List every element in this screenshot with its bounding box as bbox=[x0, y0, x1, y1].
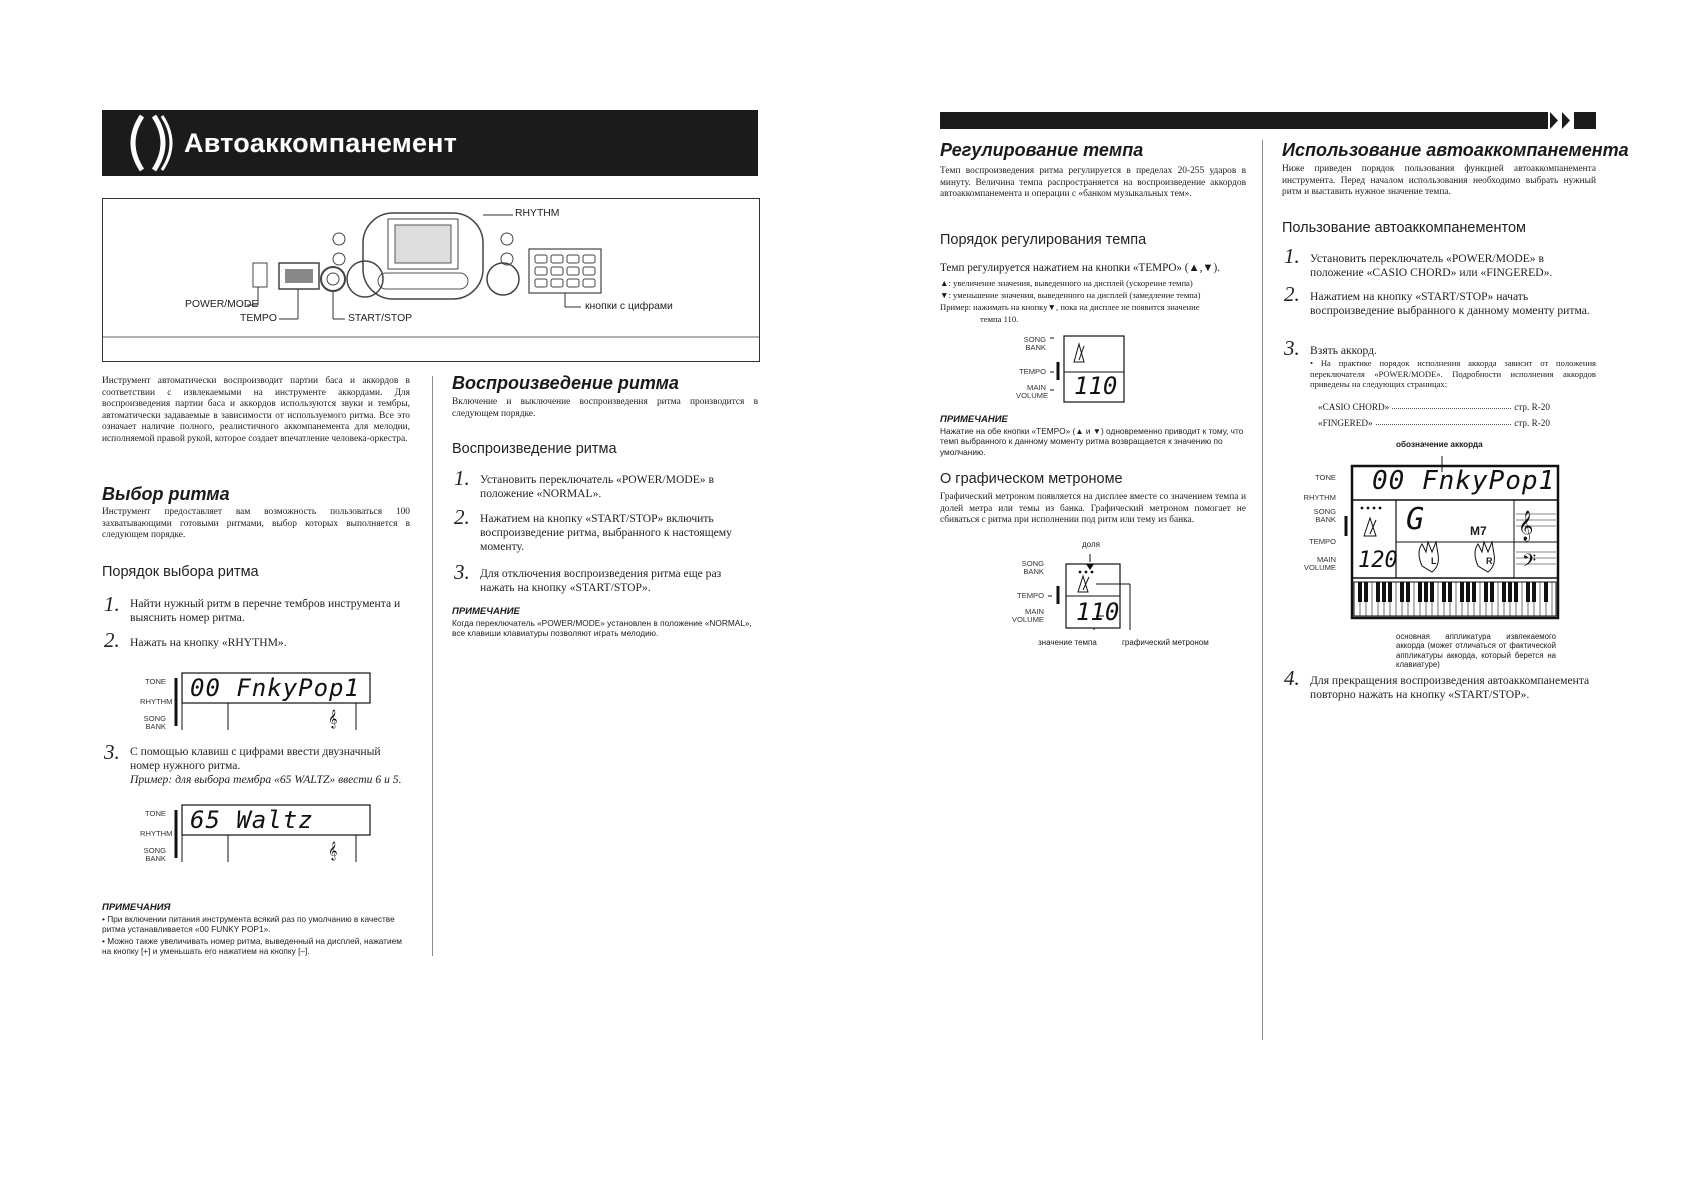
lcd-label-song-bank: SONG BANK bbox=[143, 714, 166, 731]
step-number: 2. bbox=[1284, 282, 1300, 306]
tempo-line-4: Пример: нажимать на кнопку▼, пока на дисплее не появится значение bbox=[940, 302, 1200, 312]
rhythm-play-subtitle: Воспроизведение ритма bbox=[452, 441, 617, 457]
note-title: ПРИМЕЧАНИЕ bbox=[452, 606, 520, 617]
ref-row bbox=[1318, 402, 1550, 412]
number-buttons-label: кнопки с цифрами bbox=[585, 301, 673, 312]
tempo-note-title: ПРИМЕЧАНИЕ bbox=[940, 414, 1008, 425]
note-text: Можно также увеличивать номер ритма, выведенный на дисплей, нажатием на кнопку [+] и уменьшать его нажатием на кнопку [–]. bbox=[102, 936, 402, 957]
step-text: Для отключения воспроизведения ритма еще раз нажать на кнопку «START/STOP». bbox=[480, 567, 722, 594]
ref-row bbox=[1318, 418, 1550, 428]
step-number: 3. bbox=[454, 560, 470, 584]
tempo-line-3: ▼: уменьшение значения, выведенного на дисплей (замедление темпа) bbox=[940, 290, 1201, 300]
ref-name: «FINGERED» bbox=[1318, 418, 1373, 428]
chord-label: обозначение аккорда bbox=[1396, 440, 1483, 449]
svg-text:𝄢: 𝄢 bbox=[1522, 551, 1537, 576]
tempo-title: Регулирование темпа bbox=[940, 140, 1144, 160]
step-number: 3. bbox=[104, 740, 120, 764]
lcd-label-tempo: TEMPO bbox=[1308, 537, 1336, 546]
hand-left-label: L bbox=[1431, 556, 1437, 566]
note-text: Когда переключатель «POWER/MODE» установлен в положение «NORMAL», все клавиши клавиатуры позволяют играть мелодию. bbox=[452, 618, 752, 639]
step-text: Нажатием на кнопку «START/STOP» включить воспроизведение ритма, выбранного к настоящему моменту. bbox=[480, 512, 732, 553]
tempo-line-5: темпа 110. bbox=[980, 314, 1019, 324]
note-text: При включении питания инструмента всякий раз по умолчанию в качестве ритма устанавливается «00 FUNKY POP1». bbox=[102, 914, 395, 935]
lcd-label-tone: TONE bbox=[145, 809, 166, 818]
lcd-label-main-volume: MAIN VOLUME bbox=[1016, 383, 1049, 400]
ref-page: стр. R-20 bbox=[1514, 418, 1550, 428]
tempo-subtitle: Порядок регулирования темпа bbox=[940, 232, 1147, 248]
lcd-tempo-value: 110 bbox=[1076, 598, 1120, 626]
lcd-display-waltz bbox=[140, 804, 372, 864]
lcd-label-rhythm: RHYTHM bbox=[140, 829, 173, 838]
lcd-text: 65 Waltz bbox=[190, 806, 314, 834]
lcd-display-rhythm bbox=[140, 672, 372, 732]
step-number: 1. bbox=[104, 592, 120, 616]
lcd-text: 00 FnkyPop1 bbox=[190, 674, 360, 702]
arrow-marks-icon bbox=[1548, 110, 1596, 131]
lcd-label-song-bank: SONG BANK bbox=[1023, 335, 1046, 352]
step-example: Пример: для выбора тембра «65 WALTZ» ввести 6 и 5. bbox=[130, 773, 402, 786]
accomp-title: Использование автоаккомпанемента bbox=[1282, 140, 1629, 160]
ref-name: «CASIO CHORD» bbox=[1318, 402, 1390, 412]
metronome-title: О графическом метрономе bbox=[940, 471, 1123, 487]
lcd-label-rhythm: RHYTHM bbox=[1303, 493, 1336, 502]
right-title-bar bbox=[940, 112, 1596, 129]
tempo-line-1: Темп регулируется нажатием на кнопки «TEMPO» (▲,▼). bbox=[940, 262, 1220, 274]
lcd-label-song-bank: SONG BANK bbox=[143, 846, 166, 863]
lcd-label-tempo: TEMPO bbox=[1018, 367, 1046, 376]
lcd-tempo-value: 110 bbox=[1074, 372, 1118, 400]
step3-note: • На практике порядок исполнения аккорда зависит от положения переключателя «POWER/MODE». Подробности исполнения аккордов приведены на следующих страницах: bbox=[1310, 358, 1596, 390]
tempo-label: TEMPO bbox=[240, 313, 277, 324]
tempo-line-2: ▲: увеличение значения, выведенного на дисплей (ускорение темпа) bbox=[940, 278, 1193, 288]
lcd-label-rhythm: RHYTHM bbox=[140, 697, 173, 706]
step-number: 3. bbox=[1284, 336, 1300, 360]
step-text: Нажать на кнопку «RHYTHM». bbox=[130, 636, 287, 649]
rhythm-label: RHYTHM bbox=[515, 208, 560, 219]
tempo-text: Темп воспроизведения ритма регулируется в пределах 20-255 ударов в минуту. Величина темпа распространяется на воспроизведение аккордов автоаккомпанемента и операции с «банком музыкальных тем». bbox=[940, 166, 1246, 200]
lcd-chord-root: G bbox=[1406, 502, 1425, 537]
rhythm-select-text: Инструмент предоставляет вам возможность пользоваться 100 захватывающими готовыми ритмами, выбор которых выполняется в следующем порядке. bbox=[102, 507, 410, 541]
step-text: Взять аккорд. bbox=[1310, 344, 1377, 357]
fingering-caption: основная аппликатура извлекаемого аккорда (может отличаться от фактической аппликатуры аккорда, который берется на клавиатуре) bbox=[1396, 632, 1556, 670]
rhythm-select-subtitle: Порядок выбора ритма bbox=[102, 564, 259, 580]
tempo-note-text: Нажатие на обе кнопки «TEMPO» (▲ и ▼) одновременно приводит к тому, что темп выбранного к данному моменту ритма возвращается к значению по умолчанию. bbox=[940, 426, 1244, 457]
step-number: 1. bbox=[454, 466, 470, 490]
svg-text:𝄞: 𝄞 bbox=[328, 709, 338, 728]
keyboard-illustration bbox=[103, 199, 759, 361]
column-divider bbox=[1262, 140, 1263, 1040]
notes-title: ПРИМЕЧАНИЯ bbox=[102, 902, 171, 913]
metronome-label: графический метроном bbox=[1122, 638, 1209, 647]
step-text: Нажатием на кнопку «START/STOP» начать воспроизведение выбранного к данному моменту ритма. bbox=[1310, 290, 1590, 317]
page-title: Автоаккомпанемент bbox=[184, 128, 458, 158]
step-text: Установить переключатель «POWER/MODE» в положение «NORMAL». bbox=[480, 473, 714, 500]
step-text: С помощью клавиш с цифрами ввести двузначный номер нужного ритма. bbox=[130, 745, 381, 772]
ref-page: стр. R-20 bbox=[1514, 402, 1550, 412]
column-divider bbox=[432, 376, 433, 956]
step-number: 2. bbox=[454, 505, 470, 529]
lcd-label-tone: TONE bbox=[1315, 473, 1336, 482]
lcd-chord-type: M7 bbox=[1470, 524, 1487, 538]
lcd-tempo-value: 120 bbox=[1358, 548, 1398, 573]
accomp-subtitle: Пользование автоаккомпанементом bbox=[1282, 220, 1527, 236]
keyboard-diagram bbox=[102, 198, 760, 362]
svg-text:𝄞: 𝄞 bbox=[1518, 511, 1534, 541]
lcd-label-tone: TONE bbox=[145, 677, 166, 686]
start-stop-label: START/STOP bbox=[348, 313, 413, 324]
beat-label: доля bbox=[1082, 540, 1100, 549]
lcd-display-chord bbox=[1300, 456, 1562, 624]
power-mode-label: POWER/MODE bbox=[185, 299, 259, 310]
tempo-value-label: значение темпа bbox=[1038, 638, 1097, 647]
step-number: 4. bbox=[1284, 666, 1300, 690]
rhythm-play-text: Включение и выключение воспроизведения ритма производится в следующем порядке. bbox=[452, 397, 758, 419]
lcd-display-tempo bbox=[1016, 334, 1126, 404]
accomp-text: Ниже приведен порядок пользования функцией автоаккомпанемента инструмента. Перед началом использования необходимо выбрать нужный ритм и выставить нужное значение темпа. bbox=[1282, 164, 1596, 198]
rhythm-play-title: Воспроизведение ритма bbox=[452, 373, 679, 393]
step-text: Установить переключатель «POWER/MODE» в положение «CASIO CHORD» или «FINGERED». bbox=[1310, 252, 1553, 279]
note-item: • При включении питания инструмента всякий раз по умолчанию в качестве ритма устанавливается «00 FUNKY POP1». bbox=[102, 914, 395, 935]
step-number: 2. bbox=[104, 628, 120, 652]
parenthesis-logo-icon bbox=[102, 110, 182, 176]
svg-text:𝄞: 𝄞 bbox=[328, 841, 338, 860]
step-text: Для прекращения воспроизведения автоаккомпанемента повторно нажать на кнопку «START/STOP». bbox=[1310, 674, 1590, 701]
lcd-rhythm-text: 00 FnkyPop1 bbox=[1372, 466, 1556, 496]
note-item: • Можно также увеличивать номер ритма, выведенный на дисплей, нажатием на кнопку [+] и уменьшать его нажатием на кнопку [–]. bbox=[102, 936, 402, 957]
lcd-display-metronome bbox=[1010, 540, 1230, 652]
lcd-label-tempo: TEMPO bbox=[1016, 591, 1044, 600]
step-text: Найти нужный ритм в перечне тембров инструмента и выяснить номер ритма. bbox=[130, 597, 401, 624]
step-number: 1. bbox=[1284, 244, 1300, 268]
lcd-label-main-volume: MAIN VOLUME bbox=[1011, 607, 1044, 624]
lcd-label-song-bank: SONG BANK bbox=[1021, 559, 1044, 576]
lcd-label-song-bank: SONG BANK bbox=[1313, 507, 1336, 524]
lcd-label-main-volume: MAIN VOLUME bbox=[1303, 555, 1336, 572]
intro-text: Инструмент автоматически воспроизводит партии баса и аккордов в соответствии с извлекаемыми на инструменте аккордами. Для воспроизведения партии баса и аккордов используются звуки и тембры, автоматически задаваемые в зависимости от используемого ритма. Все это означает наличие полного, реалистичного аккомпанемента для мелодии, исполняемой правой рукой, которое создает впечатление человека-оркестра. bbox=[102, 376, 410, 444]
rhythm-select-title: Выбор ритма bbox=[102, 484, 230, 504]
metronome-text: Графический метроном появляется на дисплее вместе со значением темпа и долей метра или темы из банка. Графический метроном помогает не сбиваться с ритма при исполнении под ритм или тему из банка. bbox=[940, 492, 1246, 526]
hand-right-label: R bbox=[1486, 556, 1493, 566]
